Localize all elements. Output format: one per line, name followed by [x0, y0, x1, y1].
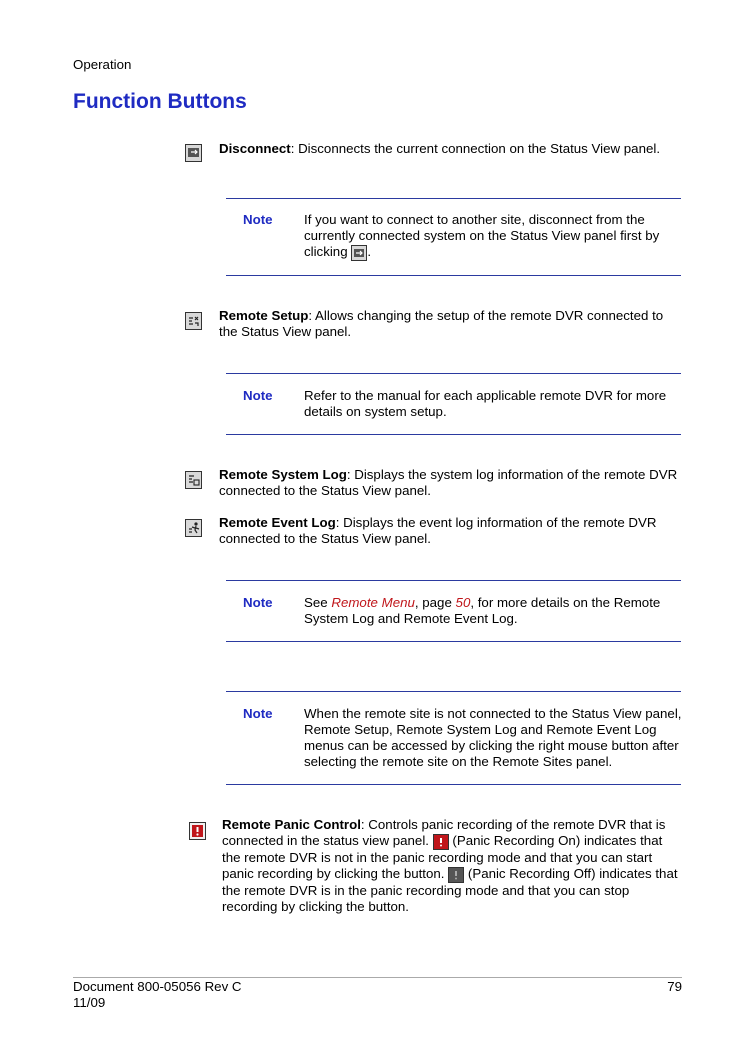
note-rule-bottom — [226, 641, 681, 642]
remote-panic-text-2: (Panic Recording On) indicates that the remote DVR is not in the panic recording mode and that you can start panic recording by clicking the button. — [222, 833, 663, 881]
note-rule-top — [226, 198, 681, 199]
note-rule-bottom — [226, 275, 681, 276]
remote-event-log-term: Remote Event Log — [219, 515, 336, 530]
panic-recording-icon — [189, 822, 206, 840]
remote-event-log-icon — [185, 519, 202, 537]
note-label: Note — [243, 595, 273, 610]
note-text-part: , for more details on the Remote System Log and Remote Event Log. — [304, 595, 661, 626]
page-title: Function Buttons — [73, 90, 247, 113]
footer-doc-number: Document 800-05056 Rev C — [73, 979, 242, 994]
note-text: Refer to the manual for each applicable remote DVR for more details on system setup. — [304, 388, 667, 419]
footer-document-info — [73, 979, 242, 1011]
remote-system-log-term: Remote System Log — [219, 467, 347, 482]
note-rule-top — [226, 373, 681, 374]
note-rule-bottom — [226, 784, 681, 785]
note-rule-top — [226, 691, 681, 692]
disconnect-term: Disconnect — [219, 141, 291, 156]
note-text — [304, 212, 682, 261]
remote-panic-term: Remote Panic Control — [222, 817, 361, 832]
note-text: When the remote site is not connected to the Status View panel, Remote Setup, Remote System Log and Remote Event Log menus can be accessed by clicking the right mouse button after selecting the remote site on the Remote Sites panel. — [304, 706, 682, 769]
footer-divider — [73, 977, 682, 978]
note-rule-bottom — [226, 434, 681, 435]
panic-recording-on-icon — [433, 834, 449, 850]
disconnect-icon — [351, 245, 367, 261]
note-label: Note — [243, 212, 273, 227]
page-header-section: Operation — [73, 57, 132, 72]
footer-date: 11/09 — [73, 995, 106, 1010]
remote-panic-text-3: (Panic Recording Off) indicates that the remote DVR is in the panic recording mode and that you can stop recording by clicking the button. — [222, 866, 678, 914]
remote-system-log-icon — [185, 471, 202, 489]
note-text — [304, 595, 682, 627]
note-text-part: See — [304, 595, 332, 610]
note-label: Note — [243, 706, 273, 721]
remote-setup-text: : Allows changing the setup of the remote DVR connected to the Status View panel. — [219, 308, 664, 339]
disconnect-icon — [185, 144, 202, 162]
panic-recording-off-icon — [448, 867, 464, 883]
remote-panic-text-1: : Controls panic recording of the remote DVR that is connected in the status view panel. — [222, 817, 666, 848]
disconnect-text: : Disconnects the current connection on the Status View panel. — [290, 141, 661, 156]
note-label: Note — [243, 388, 273, 403]
note-rule-top — [226, 580, 681, 581]
disconnect-description — [219, 141, 681, 157]
remote-setup-icon — [185, 312, 202, 330]
remote-setup-description — [219, 308, 681, 340]
remote-system-log-text: : Displays the system log information of the remote DVR connected to the Status View panel. — [219, 467, 678, 498]
remote-panic-description — [222, 817, 682, 915]
note-text-end: . — [367, 244, 372, 259]
footer-page-number: 79 — [667, 979, 682, 994]
note-text-part: , page — [414, 595, 456, 610]
remote-event-log-text: : Displays the event log information of the remote DVR connected to the Status View panel. — [219, 515, 657, 546]
note-text-part: If you want to connect to another site, disconnect from the currently connected system on the Status View panel first by clicking — [304, 212, 660, 259]
remote-event-log-description — [219, 515, 681, 547]
page-50-link[interactable]: 50 — [455, 595, 471, 610]
remote-setup-term: Remote Setup — [219, 308, 309, 323]
remote-system-log-description — [219, 467, 681, 499]
remote-menu-link[interactable]: Remote Menu — [331, 595, 415, 610]
